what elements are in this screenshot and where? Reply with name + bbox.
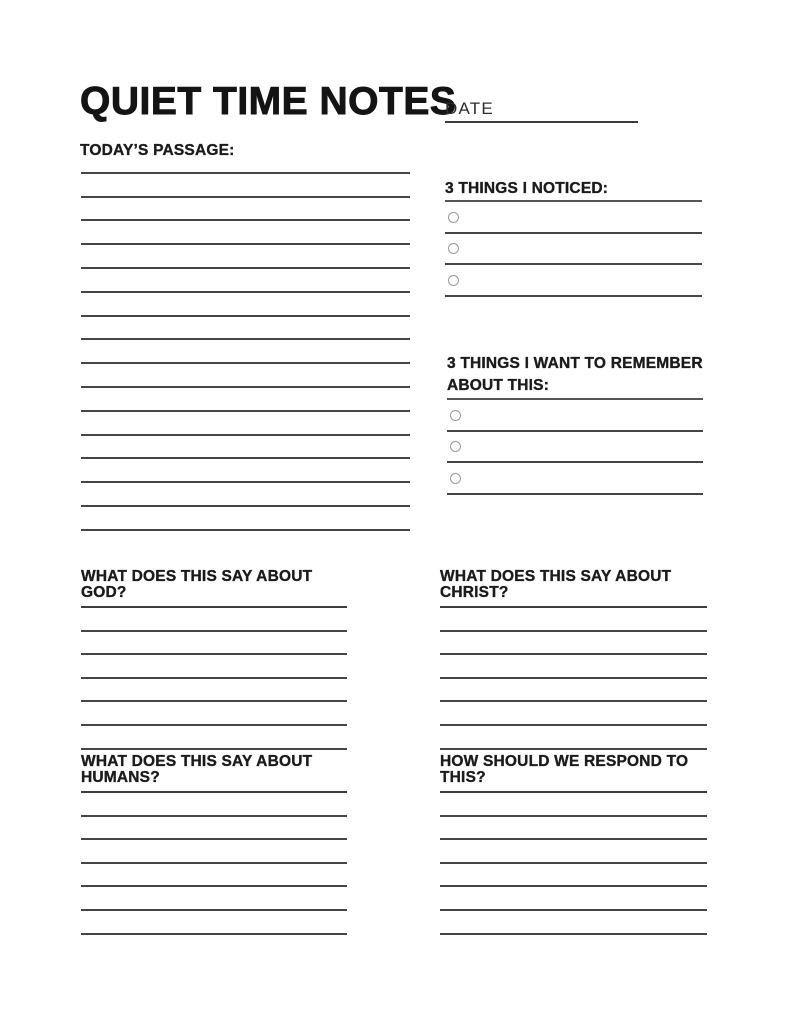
section-how-respond (440, 754, 707, 935)
writing-line[interactable] (81, 793, 347, 817)
circle-bullet-icon[interactable] (450, 441, 461, 452)
writing-lines (81, 608, 347, 750)
writing-line[interactable] (81, 388, 410, 412)
passage-writing-lines (81, 150, 410, 531)
section-heading-how-respond: HOW SHOULD WE RESPOND TO THIS? (440, 754, 707, 793)
writing-line[interactable] (440, 608, 707, 632)
writing-line[interactable] (440, 817, 707, 841)
writing-line[interactable] (440, 887, 707, 911)
writing-line[interactable] (440, 793, 707, 817)
section-about-humans (81, 754, 347, 935)
bullet-writing-line[interactable] (445, 265, 702, 297)
writing-line[interactable] (440, 702, 707, 726)
writing-line[interactable] (81, 174, 410, 198)
circle-bullet-icon[interactable] (450, 410, 461, 421)
page-title: QUIET TIME NOTES (80, 80, 457, 123)
date-input-line[interactable] (494, 99, 638, 119)
bullet-lines (447, 400, 703, 495)
bullet-writing-line[interactable] (447, 463, 703, 495)
section-things-noticed (445, 181, 702, 297)
circle-bullet-icon[interactable] (448, 275, 459, 286)
writing-lines (440, 793, 707, 935)
section-heading-about-god: WHAT DOES THIS SAY ABOUT GOD? (81, 569, 347, 608)
section-heading-about-christ: WHAT DOES THIS SAY ABOUT CHRIST? (440, 569, 707, 608)
writing-line[interactable] (81, 911, 347, 935)
writing-line[interactable] (81, 864, 347, 888)
writing-line[interactable] (440, 655, 707, 679)
writing-line[interactable] (81, 507, 410, 531)
writing-line[interactable] (81, 459, 410, 483)
writing-line[interactable] (440, 911, 707, 935)
bullet-writing-line[interactable] (447, 400, 703, 432)
writing-line[interactable] (81, 817, 347, 841)
writing-line[interactable] (81, 221, 410, 245)
writing-line[interactable] (81, 340, 410, 364)
writing-line[interactable] (81, 412, 410, 436)
writing-lines (440, 608, 707, 750)
section-heading-things-noticed: 3 THINGS I NOTICED: (445, 181, 702, 202)
writing-line[interactable] (81, 679, 347, 703)
writing-line[interactable] (81, 632, 347, 656)
writing-line[interactable] (81, 887, 347, 911)
writing-line[interactable] (81, 436, 410, 460)
writing-line[interactable] (81, 608, 347, 632)
bullet-writing-line[interactable] (445, 234, 702, 266)
writing-line[interactable] (81, 364, 410, 388)
writing-line[interactable] (81, 702, 347, 726)
writing-line[interactable] (440, 632, 707, 656)
writing-line[interactable] (81, 840, 347, 864)
section-about-god (81, 569, 347, 750)
circle-bullet-icon[interactable] (448, 243, 459, 254)
writing-line[interactable] (81, 293, 410, 317)
section-things-to-remember (447, 353, 703, 495)
writing-line[interactable] (81, 245, 410, 269)
writing-lines (81, 793, 347, 935)
writing-line[interactable] (81, 726, 347, 750)
writing-line[interactable] (81, 483, 410, 507)
section-heading-about-humans: WHAT DOES THIS SAY ABOUT HUMANS? (81, 754, 347, 793)
date-field (445, 99, 638, 123)
section-about-christ (440, 569, 707, 750)
circle-bullet-icon[interactable] (450, 473, 461, 484)
writing-line[interactable] (81, 317, 410, 341)
writing-line[interactable] (440, 726, 707, 750)
date-label: DATE (445, 99, 494, 118)
writing-line[interactable] (440, 864, 707, 888)
writing-line[interactable] (81, 269, 410, 293)
writing-line[interactable] (440, 840, 707, 864)
bullet-lines (445, 202, 702, 297)
writing-line[interactable] (81, 655, 347, 679)
circle-bullet-icon[interactable] (448, 212, 459, 223)
section-heading-todays-passage: TODAY’S PASSAGE: (80, 142, 235, 159)
writing-line[interactable] (440, 679, 707, 703)
writing-line[interactable] (81, 198, 410, 222)
section-heading-things-to-remember: 3 THINGS I WANT TO REMEMBER ABOUT THIS: (447, 353, 703, 400)
bullet-writing-line[interactable] (447, 432, 703, 464)
bullet-writing-line[interactable] (445, 202, 702, 234)
writing-line[interactable] (81, 150, 410, 174)
